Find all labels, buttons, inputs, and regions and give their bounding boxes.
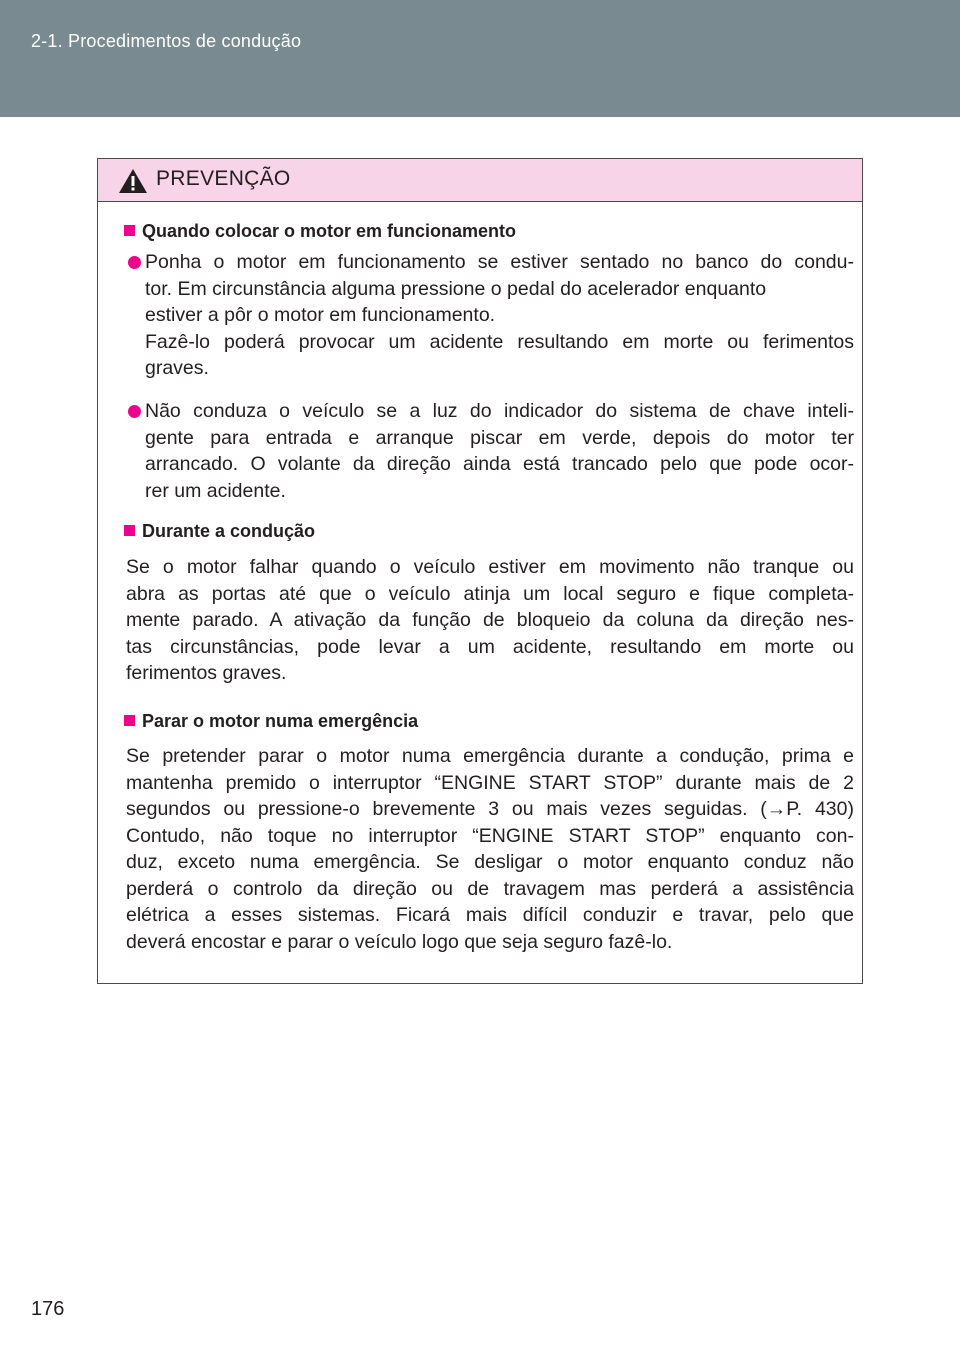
section-heading-emergency-stop [124,711,418,732]
section-heading-text: Quando colocar o motor em funcionamento [142,221,517,241]
text-line: mente parado. A ativação da função de bloqueio da coluna da direção nes- [126,609,854,631]
text-line: Ponha o motor em funcionamento se estiver sentado no banco do condu- [145,251,854,273]
section-heading-driving [124,521,315,542]
text-line: deverá encostar e parar o veículo logo que seja seguro fazê-lo. [126,930,673,953]
text-line: graves. [145,357,209,379]
text-line: rer um acidente. [145,479,286,502]
caution-box [97,158,863,984]
section-heading-text: Parar o motor numa emergência [142,711,419,731]
section-heading-text: Durante a condução [142,521,316,541]
section-label: 2-1. Procedimentos de condução [31,31,302,51]
text-line: Não conduza o veículo se a luz do indicador do sistema de chave inteli- [145,400,854,422]
round-bullet-icon [128,405,141,418]
text-line: arrancado. O volante da direção ainda está trancado pelo que pode ocor- [145,453,854,475]
paragraph-emergency-stop [126,743,854,955]
text-line: elétrica a esses sistemas. Ficará mais difícil conduzir e travar, pelo que [126,904,854,926]
text-line: estiver a pôr o motor em funcionamento. [145,304,496,326]
text-line: Fazê-lo poderá provocar um acidente resultando em morte ou ferimentos [145,330,854,353]
text-line: tor. Em circunstância alguma pressione o pedal do acelerador enquanto [145,277,767,300]
square-bullet-icon [124,225,135,236]
text-line: mantenha premido o interruptor “ENGINE START STOP” durante mais de 2 [126,771,854,794]
text-line: duz, exceto numa emergência. Se desligar o motor enquanto conduz não [126,851,854,873]
square-bullet-icon [124,525,135,536]
bullet-paragraph [145,398,854,504]
page-number: 176 [31,1298,65,1320]
bullet-paragraph [145,249,854,382]
warning-triangle-icon [118,168,148,194]
header-band [0,0,960,117]
text-line: Se o motor falhar quando o veículo estiver em movimento não tranque ou [126,556,854,578]
section-heading-start-engine [124,221,516,242]
text-line: ferimentos graves. [126,662,287,684]
text-line: segundos ou pressione-o brevemente 3 ou mais vezes seguidas. (→P. 430) [126,798,854,820]
round-bullet-icon [128,256,141,269]
square-bullet-icon [124,715,135,726]
text-line: tas circunstâncias, pode levar a um acidente, resultando em morte ou [126,635,854,658]
caution-title: PREVENÇÃO [156,167,291,190]
caution-header [98,159,862,202]
text-line: Se pretender parar o motor numa emergência durante a condução, prima e [126,745,854,767]
text-line: gente para entrada e arranque piscar em verde, depois do motor ter [145,426,854,449]
paragraph-driving [126,554,854,687]
text-line: perderá o controlo da direção ou de travagem mas perderá a assistência [126,877,854,900]
text-line: abra as portas até que o veículo atinja um local seguro e fique completa- [126,582,854,605]
text-line: Contudo, não toque no interruptor “ENGINE START STOP” enquanto con- [126,824,854,847]
